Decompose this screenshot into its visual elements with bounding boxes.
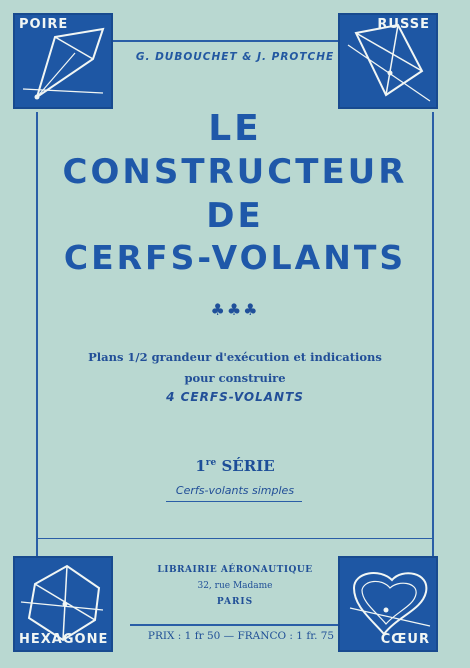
corner-label-coeur: CŒUR — [380, 632, 430, 647]
publisher-address: 32, rue Madame — [197, 581, 273, 591]
publisher-city: PARIS — [216, 597, 254, 607]
series-subtitle: Cerfs-volants simples — [175, 484, 295, 497]
title-line-3: DE — [206, 196, 264, 236]
series-heading — [40, 457, 430, 475]
subtitle-underline — [166, 501, 302, 502]
price-line: PRIX : 1 fr 50 — FRANCO : 1 fr. 75 — [147, 630, 335, 642]
kite-panel-coeur — [338, 556, 438, 652]
frame-right-line — [432, 112, 434, 556]
corner-label-poire: POIRE — [19, 17, 69, 32]
series-label: SÉRIE — [221, 457, 275, 475]
authors-line: G. DUBOUCHET & J. PROTCHE — [135, 51, 335, 63]
kite-panel-hexagone — [13, 556, 113, 652]
description-line-2: pour construire — [184, 371, 286, 385]
frame-left-line — [36, 112, 38, 556]
corner-label-russe: RUSSE — [377, 17, 430, 32]
club-ornament: ♣♣♣ — [210, 300, 260, 319]
title-line-2: CONSTRUCTEUR — [62, 152, 408, 192]
publisher-name: LIBRAIRIE AÉRONAUTIQUE — [157, 565, 313, 575]
series-ordinal-suffix: re — [205, 458, 217, 468]
frame-bottom-line — [130, 624, 340, 626]
title-line-1: LE — [208, 108, 262, 149]
title-line-4: CERFS-VOLANTS — [63, 238, 407, 277]
corner-label-hexagone: HEXAGONE — [19, 632, 109, 647]
frame-top-line — [112, 40, 358, 42]
separator-rule — [37, 538, 433, 539]
description-line-3: 4 CERFS-VOLANTS — [166, 390, 304, 404]
kite-panel-russe — [338, 13, 438, 109]
description-line-1: Plans 1/2 grandeur d'exécution et indications — [88, 350, 382, 364]
series-number: 1 — [195, 457, 206, 475]
kite-panel-poire — [13, 13, 113, 109]
